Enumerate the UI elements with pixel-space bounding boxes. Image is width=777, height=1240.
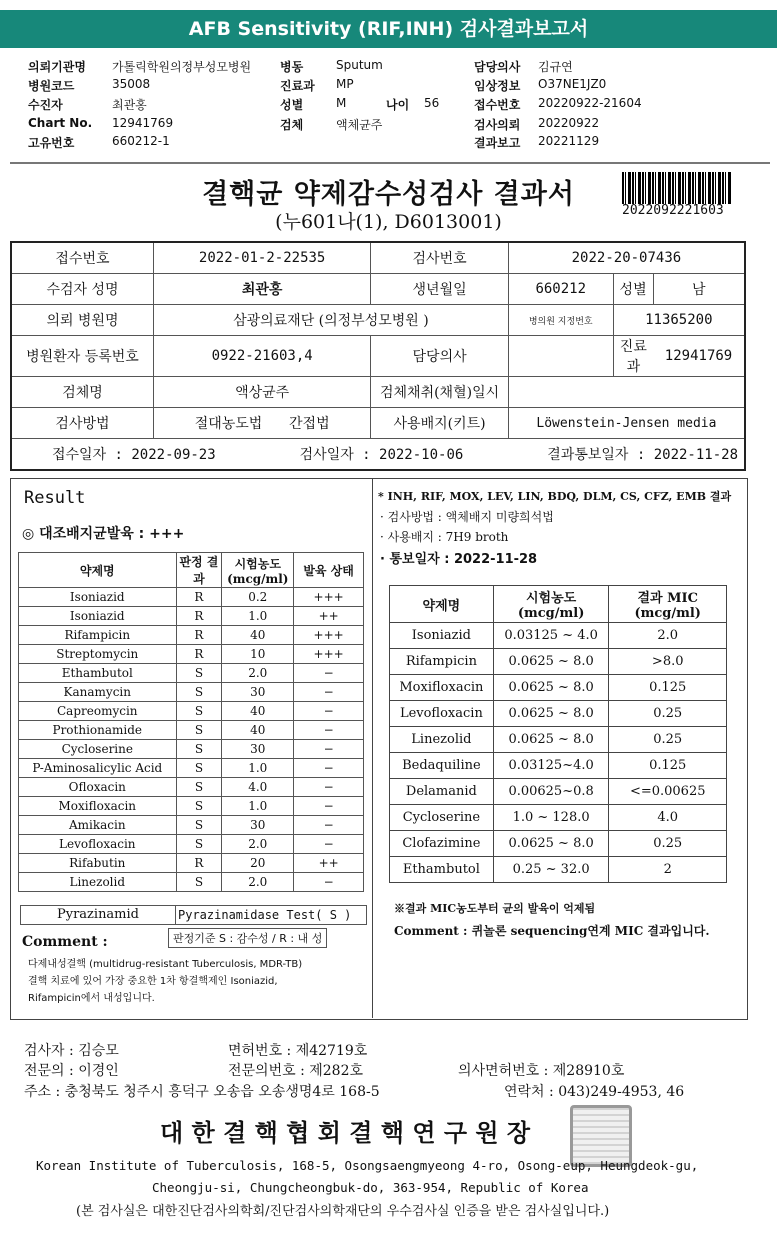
table-cell: − <box>294 721 364 740</box>
pza-test: Pyrazinamidase Test( S ) <box>175 905 367 925</box>
info-label: 진료과 <box>280 79 315 93</box>
certification: (본 검사실은 대한진단검사의학회/진단검사의학재단의 우수검사실 인증을 받은 검사실입니다.) <box>76 1204 610 1219</box>
specialist: 전문의 : 이경인 <box>24 1063 119 1079</box>
info-value: 김규연 <box>538 60 573 74</box>
license-number: 면허번호 : 제42719호 <box>228 1043 368 1059</box>
info-label: 검사의뢰 <box>474 118 521 132</box>
table-cell: − <box>294 664 364 683</box>
info-label: 고유번호 <box>28 136 75 150</box>
mic-note: ※결과 MIC농도부터 균의 발육이 억제됨 <box>394 902 596 915</box>
table-cell: 1.0 <box>222 759 294 778</box>
barcode-number: 2022092221603 <box>622 203 724 218</box>
table-cell: 4.0 <box>609 805 727 831</box>
table-cell: 0.25 ~ 32.0 <box>493 857 609 883</box>
table-cell: S <box>176 873 222 892</box>
table-cell: 0.00625~0.8 <box>493 779 609 805</box>
table-row <box>390 779 727 805</box>
table-cell: Amikacin <box>19 816 177 835</box>
table-cell: 10 <box>222 645 294 664</box>
specimen: 액상균주 <box>153 377 370 408</box>
table-row <box>390 857 727 883</box>
table-cell: − <box>294 683 364 702</box>
table-cell: Ethambutol <box>390 857 494 883</box>
table-cell: − <box>294 816 364 835</box>
column-header: 약제명 <box>19 553 177 588</box>
table-cell: 30 <box>222 740 294 759</box>
info-label: 검체 <box>280 118 304 132</box>
form-label: 검체채취(채혈)일시 <box>371 377 509 408</box>
table-row <box>19 816 364 835</box>
table-row <box>19 588 364 607</box>
specialist-number: 전문의번호 : 제282호 <box>228 1063 364 1079</box>
notify-date: 결과통보일자 : 2022-11-28 <box>547 447 738 463</box>
table-cell: S <box>176 816 222 835</box>
age-value: 56 <box>424 96 440 110</box>
table-cell: +++ <box>294 588 364 607</box>
test-number: 2022-20-07436 <box>508 242 745 274</box>
table-cell: 40 <box>222 626 294 645</box>
table-cell: 30 <box>222 816 294 835</box>
doctor-license: 의사면허번호 : 제28910호 <box>458 1063 625 1079</box>
table-row <box>390 623 727 649</box>
table-cell: Ofloxacin <box>19 778 177 797</box>
mic-date: · 통보일자 : 2022-11-28 <box>380 552 538 567</box>
table-row <box>390 727 727 753</box>
mic-media: · 사용배지 : 7H9 broth <box>380 530 509 544</box>
department: 12941769 <box>653 336 745 377</box>
table-cell: Cycloserine <box>390 805 494 831</box>
info-value: 최관홍 <box>112 98 147 112</box>
table-cell: Levofloxacin <box>390 701 494 727</box>
receipt-date: 접수일자 : 2022-09-23 <box>52 447 216 463</box>
info-value: O37NE1JZ0 <box>538 77 607 91</box>
table-cell: ++ <box>294 607 364 626</box>
form-label: 생년월일 <box>371 274 509 305</box>
form-label: 검체명 <box>11 377 153 408</box>
table-cell: S <box>176 759 222 778</box>
dates-row <box>11 439 745 471</box>
table-cell: − <box>294 835 364 854</box>
table-row <box>390 649 727 675</box>
table-cell: 0.0625 ~ 8.0 <box>493 701 609 727</box>
table-cell: 0.0625 ~ 8.0 <box>493 727 609 753</box>
table-row <box>19 683 364 702</box>
divider <box>372 478 373 1018</box>
table-cell: Isoniazid <box>390 623 494 649</box>
table-cell: 0.0625 ~ 8.0 <box>493 649 609 675</box>
test-date: 검사일자 : 2022-10-06 <box>299 447 464 463</box>
report-header: AFB Sensitivity (RIF,INH) 검사결과보고서 <box>0 10 777 48</box>
result-heading: Result <box>24 488 86 508</box>
table-cell: S <box>176 702 222 721</box>
info-value: 액체균주 <box>336 118 383 132</box>
table-cell: R <box>176 607 222 626</box>
info-value: 가톨릭학원의정부성모병원 <box>112 60 252 74</box>
mic-method: · 검사방법 : 액체배지 미량희석법 <box>380 510 554 524</box>
table-cell: 0.0625 ~ 8.0 <box>493 675 609 701</box>
form-label: 접수번호 <box>11 242 153 274</box>
table-cell: Streptomycin <box>19 645 177 664</box>
mic-header: * INH, RIF, MOX, LEV, LIN, BDQ, DLM, CS, CFZ, EMB 결과 <box>378 490 732 503</box>
patient-name: 최관홍 <box>153 274 370 305</box>
hospital-code: 11365200 <box>613 305 745 336</box>
method-1: 절대농도법 <box>194 416 263 432</box>
table-cell: Linezolid <box>19 873 177 892</box>
table-row <box>390 753 727 779</box>
info-value: Sputum <box>336 58 383 72</box>
column-header: 시험농도 (mcg/ml) <box>493 586 609 623</box>
table-cell: 30 <box>222 683 294 702</box>
table-cell: Capreomycin <box>19 702 177 721</box>
table-row <box>390 675 727 701</box>
table-cell: Ethambutol <box>19 664 177 683</box>
table-cell: Levofloxacin <box>19 835 177 854</box>
info-label: 의뢰기관명 <box>28 60 86 74</box>
table-row <box>19 664 364 683</box>
table-row <box>19 607 364 626</box>
info-value: 660212-1 <box>112 134 170 148</box>
english-address: Korean Institute of Tuberculosis, 168-5, Osongsaengmyeong 4-ro, Osong-eup, Heungdeok-gu, <box>36 1158 699 1173</box>
table-cell: 0.25 <box>609 831 727 857</box>
contact: 연락처 : 043)249-4953, 46 <box>504 1084 685 1100</box>
absolute-concentration-table <box>18 552 364 892</box>
table-cell: S <box>176 797 222 816</box>
hospital-name: 삼광의료재단 (의정부성모병원 ) <box>153 305 508 336</box>
info-value: M <box>336 96 347 110</box>
table-row <box>19 778 364 797</box>
comment-label: Comment : <box>22 934 108 950</box>
sex: 남 <box>653 274 745 305</box>
form-label: 사용배지(키트) <box>371 408 509 439</box>
media: Löwenstein-Jensen media <box>508 408 745 439</box>
comment-line: 다제내성결핵 (multidrug-resistant Tuberculosis, MDR-TB) <box>28 959 303 970</box>
column-header: 결과 MIC (mcg/ml) <box>609 586 727 623</box>
form-label: 검사번호 <box>371 242 509 274</box>
info-value: MP <box>336 77 354 91</box>
table-row <box>19 873 364 892</box>
table-cell: Prothionamide <box>19 721 177 740</box>
info-label: 접수번호 <box>474 98 521 112</box>
info-value: 35008 <box>112 77 151 91</box>
table-cell: 0.2 <box>222 588 294 607</box>
divider <box>10 162 770 164</box>
form-label: 담당의사 <box>371 336 509 377</box>
table-cell: − <box>294 873 364 892</box>
table-cell: Rifabutin <box>19 854 177 873</box>
table-cell: S <box>176 835 222 854</box>
info-label: 수진자 <box>28 98 63 112</box>
table-cell: 0.03125~4.0 <box>493 753 609 779</box>
table-row <box>390 831 727 857</box>
table-cell: − <box>294 759 364 778</box>
comment-line: Rifampicin에서 내성입니다. <box>28 993 155 1004</box>
method-2: 간접법 <box>289 416 330 432</box>
table-cell: Cycloserine <box>19 740 177 759</box>
table-cell: Rifampicin <box>390 649 494 675</box>
info-label: 병원코드 <box>28 79 75 93</box>
table-cell: 40 <box>222 702 294 721</box>
table-cell: Kanamycin <box>19 683 177 702</box>
organization: 대 한 결 핵 협 회 결 핵 연 구 원 장 <box>160 1118 531 1147</box>
table-cell: R <box>176 588 222 607</box>
collection-time <box>508 377 745 408</box>
table-cell: 0.125 <box>609 675 727 701</box>
table-row <box>19 721 364 740</box>
table-cell: 0.25 <box>609 727 727 753</box>
report-title: 결핵균 약제감수성검사 결과서 <box>202 179 575 210</box>
table-cell: Linezolid <box>390 727 494 753</box>
table-cell: 20 <box>222 854 294 873</box>
table-row <box>19 854 364 873</box>
info-label: Chart No. <box>28 116 93 130</box>
table-cell: 40 <box>222 721 294 740</box>
table-cell: 2.0 <box>222 873 294 892</box>
table-cell: 4.0 <box>222 778 294 797</box>
table-cell: Isoniazid <box>19 607 177 626</box>
table-cell: − <box>294 778 364 797</box>
table-cell: S <box>176 778 222 797</box>
table-row <box>19 645 364 664</box>
table-cell: Moxifloxacin <box>390 675 494 701</box>
table-row <box>19 702 364 721</box>
age-label: 나이 <box>386 98 410 112</box>
table-cell: S <box>176 721 222 740</box>
comment-line: 결핵 치료에 있어 가장 중요한 1차 항결핵제인 Isoniazid, <box>28 976 278 987</box>
table-cell: P-Aminosalicylic Acid <box>19 759 177 778</box>
table-cell: 2.0 <box>222 835 294 854</box>
table-cell: Bedaquiline <box>390 753 494 779</box>
receipt-number: 2022-01-2-22535 <box>153 242 370 274</box>
table-cell: Rifampicin <box>19 626 177 645</box>
dob: 660212 <box>508 274 613 305</box>
table-cell: 1.0 ~ 128.0 <box>493 805 609 831</box>
column-header: 판정 결과 <box>176 553 222 588</box>
info-label: 담당의사 <box>474 60 521 74</box>
form-label: 병의원 지정번호 <box>508 305 613 336</box>
table-cell: 2.0 <box>609 623 727 649</box>
form-label: 성별 <box>613 274 653 305</box>
info-value: 12941769 <box>112 116 174 130</box>
column-header: 발육 상태 <box>294 553 364 588</box>
info-label: 병동 <box>280 60 304 74</box>
table-cell: +++ <box>294 645 364 664</box>
mic-comment: Comment : 퀴놀론 sequencing연계 MIC 결과입니다. <box>394 924 710 938</box>
table-cell: − <box>294 740 364 759</box>
control-growth: ◎ 대조배지균발육 : +++ <box>22 526 185 542</box>
info-value: 20220922 <box>538 116 600 130</box>
table-cell: R <box>176 645 222 664</box>
method <box>153 408 370 439</box>
info-label: 성별 <box>280 98 304 112</box>
patient-form <box>10 241 746 471</box>
form-label: 의뢰 병원명 <box>11 305 153 336</box>
table-cell: 2 <box>609 857 727 883</box>
report-subtitle: (누601나(1), D6013001) <box>275 211 502 233</box>
table-cell: 0.25 <box>609 701 727 727</box>
doctor <box>508 336 613 377</box>
table-cell: Clofazimine <box>390 831 494 857</box>
info-value: 20221129 <box>538 134 600 148</box>
pza-name: Pyrazinamid <box>20 905 176 925</box>
table-cell: Isoniazid <box>19 588 177 607</box>
form-label: 병원환자 등록번호 <box>11 336 153 377</box>
table-cell: Moxifloxacin <box>19 797 177 816</box>
table-cell: ++ <box>294 854 364 873</box>
table-row <box>19 797 364 816</box>
info-label: 임상정보 <box>474 79 521 93</box>
table-cell: 0.125 <box>609 753 727 779</box>
table-cell: 2.0 <box>222 664 294 683</box>
table-cell: 0.03125 ~ 4.0 <box>493 623 609 649</box>
form-label: 진료과 <box>613 336 653 377</box>
table-cell: >8.0 <box>609 649 727 675</box>
table-cell: 1.0 <box>222 607 294 626</box>
table-cell: S <box>176 740 222 759</box>
table-cell: 0.0625 ~ 8.0 <box>493 831 609 857</box>
table-cell: +++ <box>294 626 364 645</box>
table-cell: S <box>176 664 222 683</box>
table-cell: − <box>294 702 364 721</box>
table-cell: R <box>176 854 222 873</box>
table-cell: − <box>294 797 364 816</box>
table-cell: 1.0 <box>222 797 294 816</box>
english-address: Cheongju-si, Chungcheongbuk-do, 363-954, Republic of Korea <box>152 1180 589 1195</box>
column-header: 시험농도 (mcg/ml) <box>222 553 294 588</box>
table-cell: R <box>176 626 222 645</box>
form-label: 검사방법 <box>11 408 153 439</box>
info-value: 20220922-21604 <box>538 96 642 110</box>
table-row <box>19 835 364 854</box>
info-label: 결과보고 <box>474 136 521 150</box>
table-row <box>19 759 364 778</box>
column-header: 약제명 <box>390 586 494 623</box>
table-row <box>19 740 364 759</box>
mic-table <box>389 585 727 883</box>
examiner: 검사자 : 김승모 <box>24 1043 119 1059</box>
table-row <box>390 701 727 727</box>
address: 주소 : 충청북도 청주시 흥덕구 오송읍 오송생명4로 168-5 <box>24 1084 380 1100</box>
table-row <box>19 626 364 645</box>
table-cell: <=0.00625 <box>609 779 727 805</box>
table-cell: S <box>176 683 222 702</box>
form-label: 수검자 성명 <box>11 274 153 305</box>
registration-number: 0922-21603,4 <box>153 336 370 377</box>
table-row <box>390 805 727 831</box>
criteria: 판정기준 S : 감수성 / R : 내 성 <box>168 928 327 948</box>
table-cell: Delamanid <box>390 779 494 805</box>
